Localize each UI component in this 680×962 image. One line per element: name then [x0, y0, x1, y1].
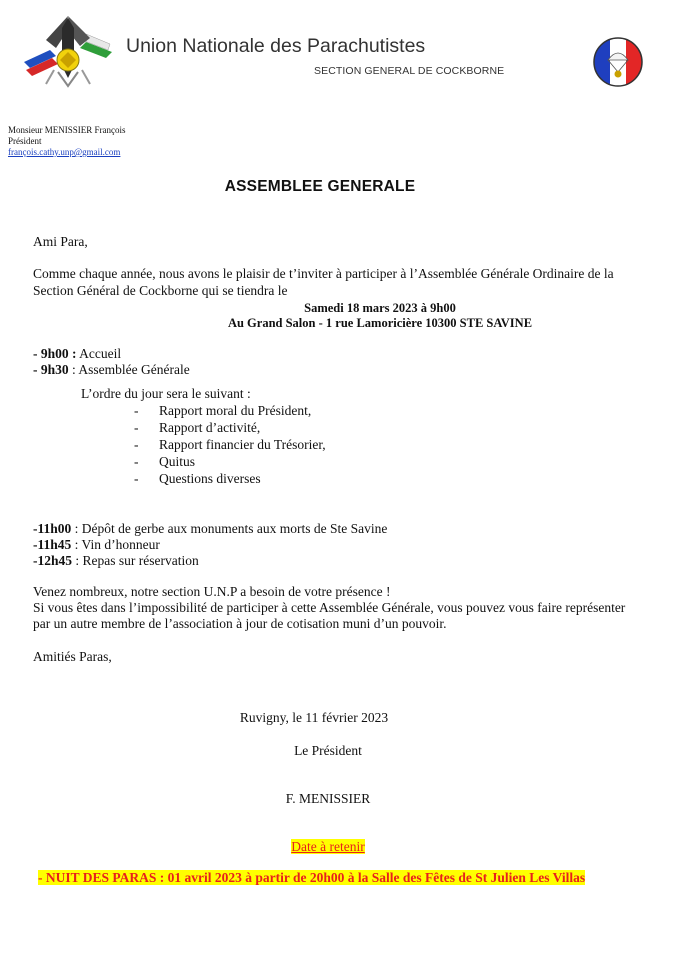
closing-line-2: Si vous êtes dans l’impossibilité de participer à cette Assemblée Générale, vous pouvez vous faire représenter: [33, 600, 626, 615]
event-place: Au Grand Salon - 1 rue Lamoricière 10300 STE SAVINE: [227, 316, 533, 330]
schedule-time: -11h45: [33, 537, 72, 552]
schedule-item: [33, 536, 160, 553]
intro-line-1: Comme chaque année, nous avons le plaisir de t’inviter à participer à l’Assemblée Générale Ordinaire de la: [33, 266, 614, 281]
schedule-item: [33, 520, 387, 537]
schedule-label: : Repas sur réservation: [72, 553, 199, 568]
place-date: Ruvigny, le 11 février 2023: [239, 710, 389, 725]
agenda-item-label: Questions diverses: [159, 471, 261, 486]
schedule-label: : Dépôt de gerbe aux monuments aux morts de Ste Savine: [71, 521, 388, 536]
agenda-item: - Quitus: [134, 454, 196, 469]
save-the-date-label: [228, 838, 428, 855]
closing-line-3: par un autre membre de l’association à jour de cotisation muni d’un pouvoir.: [33, 616, 447, 631]
document-title: ASSEMBLEE GENERALE: [224, 178, 416, 195]
section-name: SECTION GENERAL DE COCKBORNE: [314, 65, 505, 77]
intro-line-2: Section Général de Cockborne qui se tiendra le: [33, 283, 288, 298]
nuit-des-paras-text: - NUIT DES PARAS : 01 avril 2023 à partir de 20h00 à la Salle des Fêtes de St Julien Les Villas: [38, 870, 586, 885]
schedule-time: -11h00: [33, 521, 72, 536]
agenda-item-label: Rapport financier du Trésorier,: [159, 437, 326, 452]
greeting: Ami Para,: [33, 234, 88, 249]
agenda-item-label: Quitus: [159, 454, 196, 469]
agenda-item: - Rapport financier du Trésorier,: [134, 437, 326, 452]
schedule-label: Accueil: [76, 346, 122, 361]
sender-role: Président: [8, 136, 42, 146]
section-logo: [592, 36, 644, 88]
save-the-date-text: Date à retenir: [291, 839, 365, 854]
agenda-item-label: Rapport d’activité,: [159, 420, 261, 435]
closing-line-1: Venez nombreux, notre section U.N.P a besoin de votre présence !: [33, 584, 391, 599]
schedule-time: - 9h30: [33, 362, 69, 377]
schedule-label: : Assemblée Générale: [68, 362, 190, 377]
schedule-time: - 9h00 :: [33, 346, 77, 361]
unp-logo: [20, 10, 116, 90]
agenda-item: - Rapport d’activité,: [134, 420, 261, 435]
sender-name: Monsieur MENISSIER François: [8, 125, 126, 135]
agenda-item: - Questions diverses: [134, 471, 261, 486]
schedule-item: [33, 552, 199, 569]
signoff: Amitiés Paras,: [33, 649, 112, 664]
signatory-name: F. MENISSIER: [285, 791, 371, 806]
signatory-role: Le Président: [294, 743, 362, 758]
schedule-time: -12h45: [33, 553, 73, 568]
schedule-label: : Vin d’honneur: [71, 537, 160, 552]
agenda-intro: L’ordre du jour sera le suivant :: [81, 386, 251, 401]
schedule-item: [33, 361, 190, 378]
schedule-item: [33, 345, 121, 362]
organization-name: Union Nationale des Parachutistes: [126, 35, 426, 57]
event-date-time: Samedi 18 mars 2023 à 9h00: [304, 301, 456, 315]
agenda-item: - Rapport moral du Président,: [134, 403, 312, 418]
sender-email-link[interactable]: françois.cathy.unp@gmail.com: [8, 147, 121, 157]
save-the-date-event: [38, 869, 585, 886]
agenda-item-label: Rapport moral du Président,: [159, 403, 312, 418]
